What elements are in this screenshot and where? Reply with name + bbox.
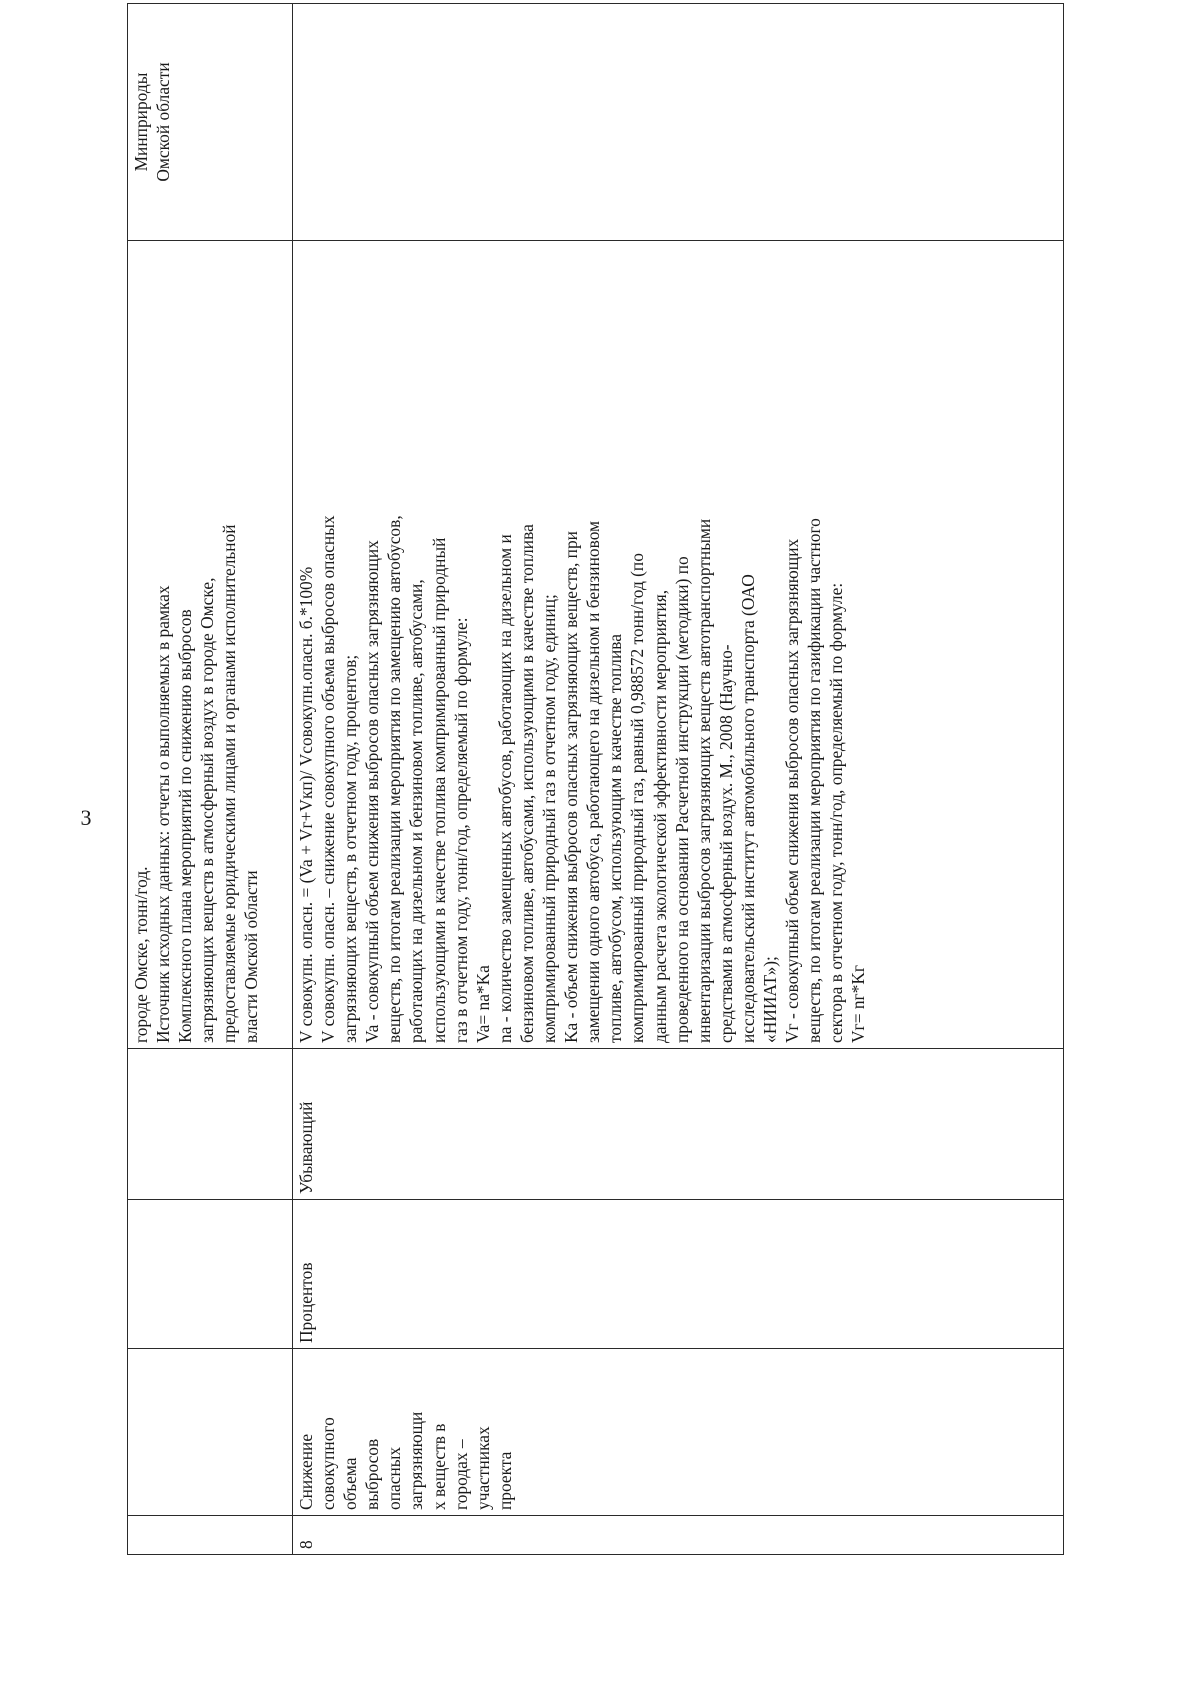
name-line: опасных	[384, 1446, 405, 1510]
table-row-continuation	[128, 4, 293, 1555]
method-line: компримированный природный газ в отчетном году, единиц;	[539, 594, 560, 1043]
method-line: предоставляемые юридическими лицами и органами исполнительной	[219, 524, 240, 1043]
method-line: замещении одного автобуса, работающего на дизельном и бензиновом	[583, 520, 604, 1043]
cell-responsible-empty	[293, 4, 1064, 241]
method-line: бензиновом топливе, автобусами, использующими в качестве топлива	[516, 524, 537, 1043]
cell-name-empty	[128, 1349, 293, 1516]
name-line: х веществ в	[428, 1423, 449, 1510]
method-line: инвентаризации выбросов загрязняющих веществ автотранспортными	[693, 518, 714, 1043]
rotated-table-container	[127, 62, 1064, 1555]
method-line: Комплексного плана мероприятий по снижению выбросов	[175, 609, 196, 1043]
formula-line: Va= na*Ka	[472, 965, 493, 1043]
cell-method-continuation	[128, 241, 293, 1049]
method-line: топливе, автобусом, использующим в качестве топлива	[605, 634, 626, 1043]
method-line: Vг - совокупный объем снижения выбросов опасных загрязняющих	[782, 538, 803, 1043]
method-line: исследовательский институт автомобильного транспорта (ОАО	[737, 574, 758, 1043]
cell-unit-empty	[128, 1200, 293, 1349]
name-line: совокупного	[318, 1417, 339, 1510]
method-line: na - количество замещенных автобусов, работающих на дизельном и	[494, 534, 515, 1043]
cell-indicator-name	[293, 1349, 1064, 1516]
cell-row-number: 8	[293, 1516, 1064, 1555]
method-line: Ka - объем снижения выбросов опасных загрязняющих веществ, при	[561, 531, 582, 1043]
method-line: работающих на дизельном и бензиновом топливе, автобусами,	[406, 579, 427, 1043]
name-line: загрязняющи	[406, 1411, 427, 1510]
name-line: выбросов	[362, 1438, 383, 1510]
method-line: городе Омске, тонн/год.	[131, 866, 151, 1043]
name-line: проекта	[494, 1451, 515, 1510]
responsible-line: Минприроды	[131, 72, 151, 172]
page-number: 3	[80, 805, 92, 830]
cell-responsible	[128, 4, 293, 241]
method-line: веществ, по итогам реализации мероприятия по замещению автобусов,	[384, 515, 405, 1043]
method-line: V совокупн. опасн. – снижение совокупного объема выбросов опасных	[318, 515, 339, 1043]
method-line: V совокупн. опасн. = (Va + Vг+Vкп)/ Vсовокупн.опасн. б.*100%	[296, 566, 316, 1043]
method-line: данным расчета экологической эффективности мероприятия,	[649, 589, 670, 1043]
method-line: проведенного на основании Расчетной инструкции (методики) по	[671, 556, 692, 1043]
name-line: городах –	[450, 1439, 471, 1510]
method-line: использующими в качестве топлива компримированный природный	[428, 537, 449, 1043]
formula-line: Vг= nг*Kг	[848, 964, 869, 1043]
method-line: Va - совокупный объем снижения выбросов опасных загрязняющих	[362, 540, 383, 1043]
method-line: веществ, по итогам реализации мероприятия по газификации частного	[804, 518, 825, 1043]
method-line: загрязняющих веществ, в отчетном году, процентов;	[340, 654, 361, 1043]
method-line: власти Омской области	[241, 870, 262, 1043]
name-line: Снижение	[296, 1433, 316, 1510]
name-line: участниках	[472, 1426, 493, 1510]
method-line: сектора в отчетном году, тонн/год, определяемый по формуле:	[826, 582, 847, 1043]
table-row-8	[293, 4, 1064, 1555]
method-line: «НИИАТ»);	[759, 956, 780, 1043]
name-line: объема	[340, 1457, 361, 1510]
method-line: средствами в атмосферный воздух. М., 2008 (Научно-	[715, 644, 736, 1043]
cell-method	[293, 241, 1064, 1049]
method-line: компримированный природный газ, равный 0,988572 тонн/год (по	[627, 553, 648, 1043]
indicator-table	[127, 3, 1064, 1555]
method-line: загрязняющих веществ в атмосферный воздух в городе Омске,	[197, 577, 218, 1043]
cell-trend: Убывающий	[293, 1049, 1064, 1200]
responsible-line: Омской области	[153, 62, 174, 182]
method-line: газ в отчетном году, тонн/год, определяемый по формуле:	[450, 617, 471, 1043]
cell-unit: Процентов	[293, 1200, 1064, 1349]
cell-trend-empty	[128, 1049, 293, 1200]
cell-number-empty	[128, 1516, 293, 1555]
method-line: Источник исходных данных: отчеты о выполняемых в рамках	[153, 585, 174, 1043]
